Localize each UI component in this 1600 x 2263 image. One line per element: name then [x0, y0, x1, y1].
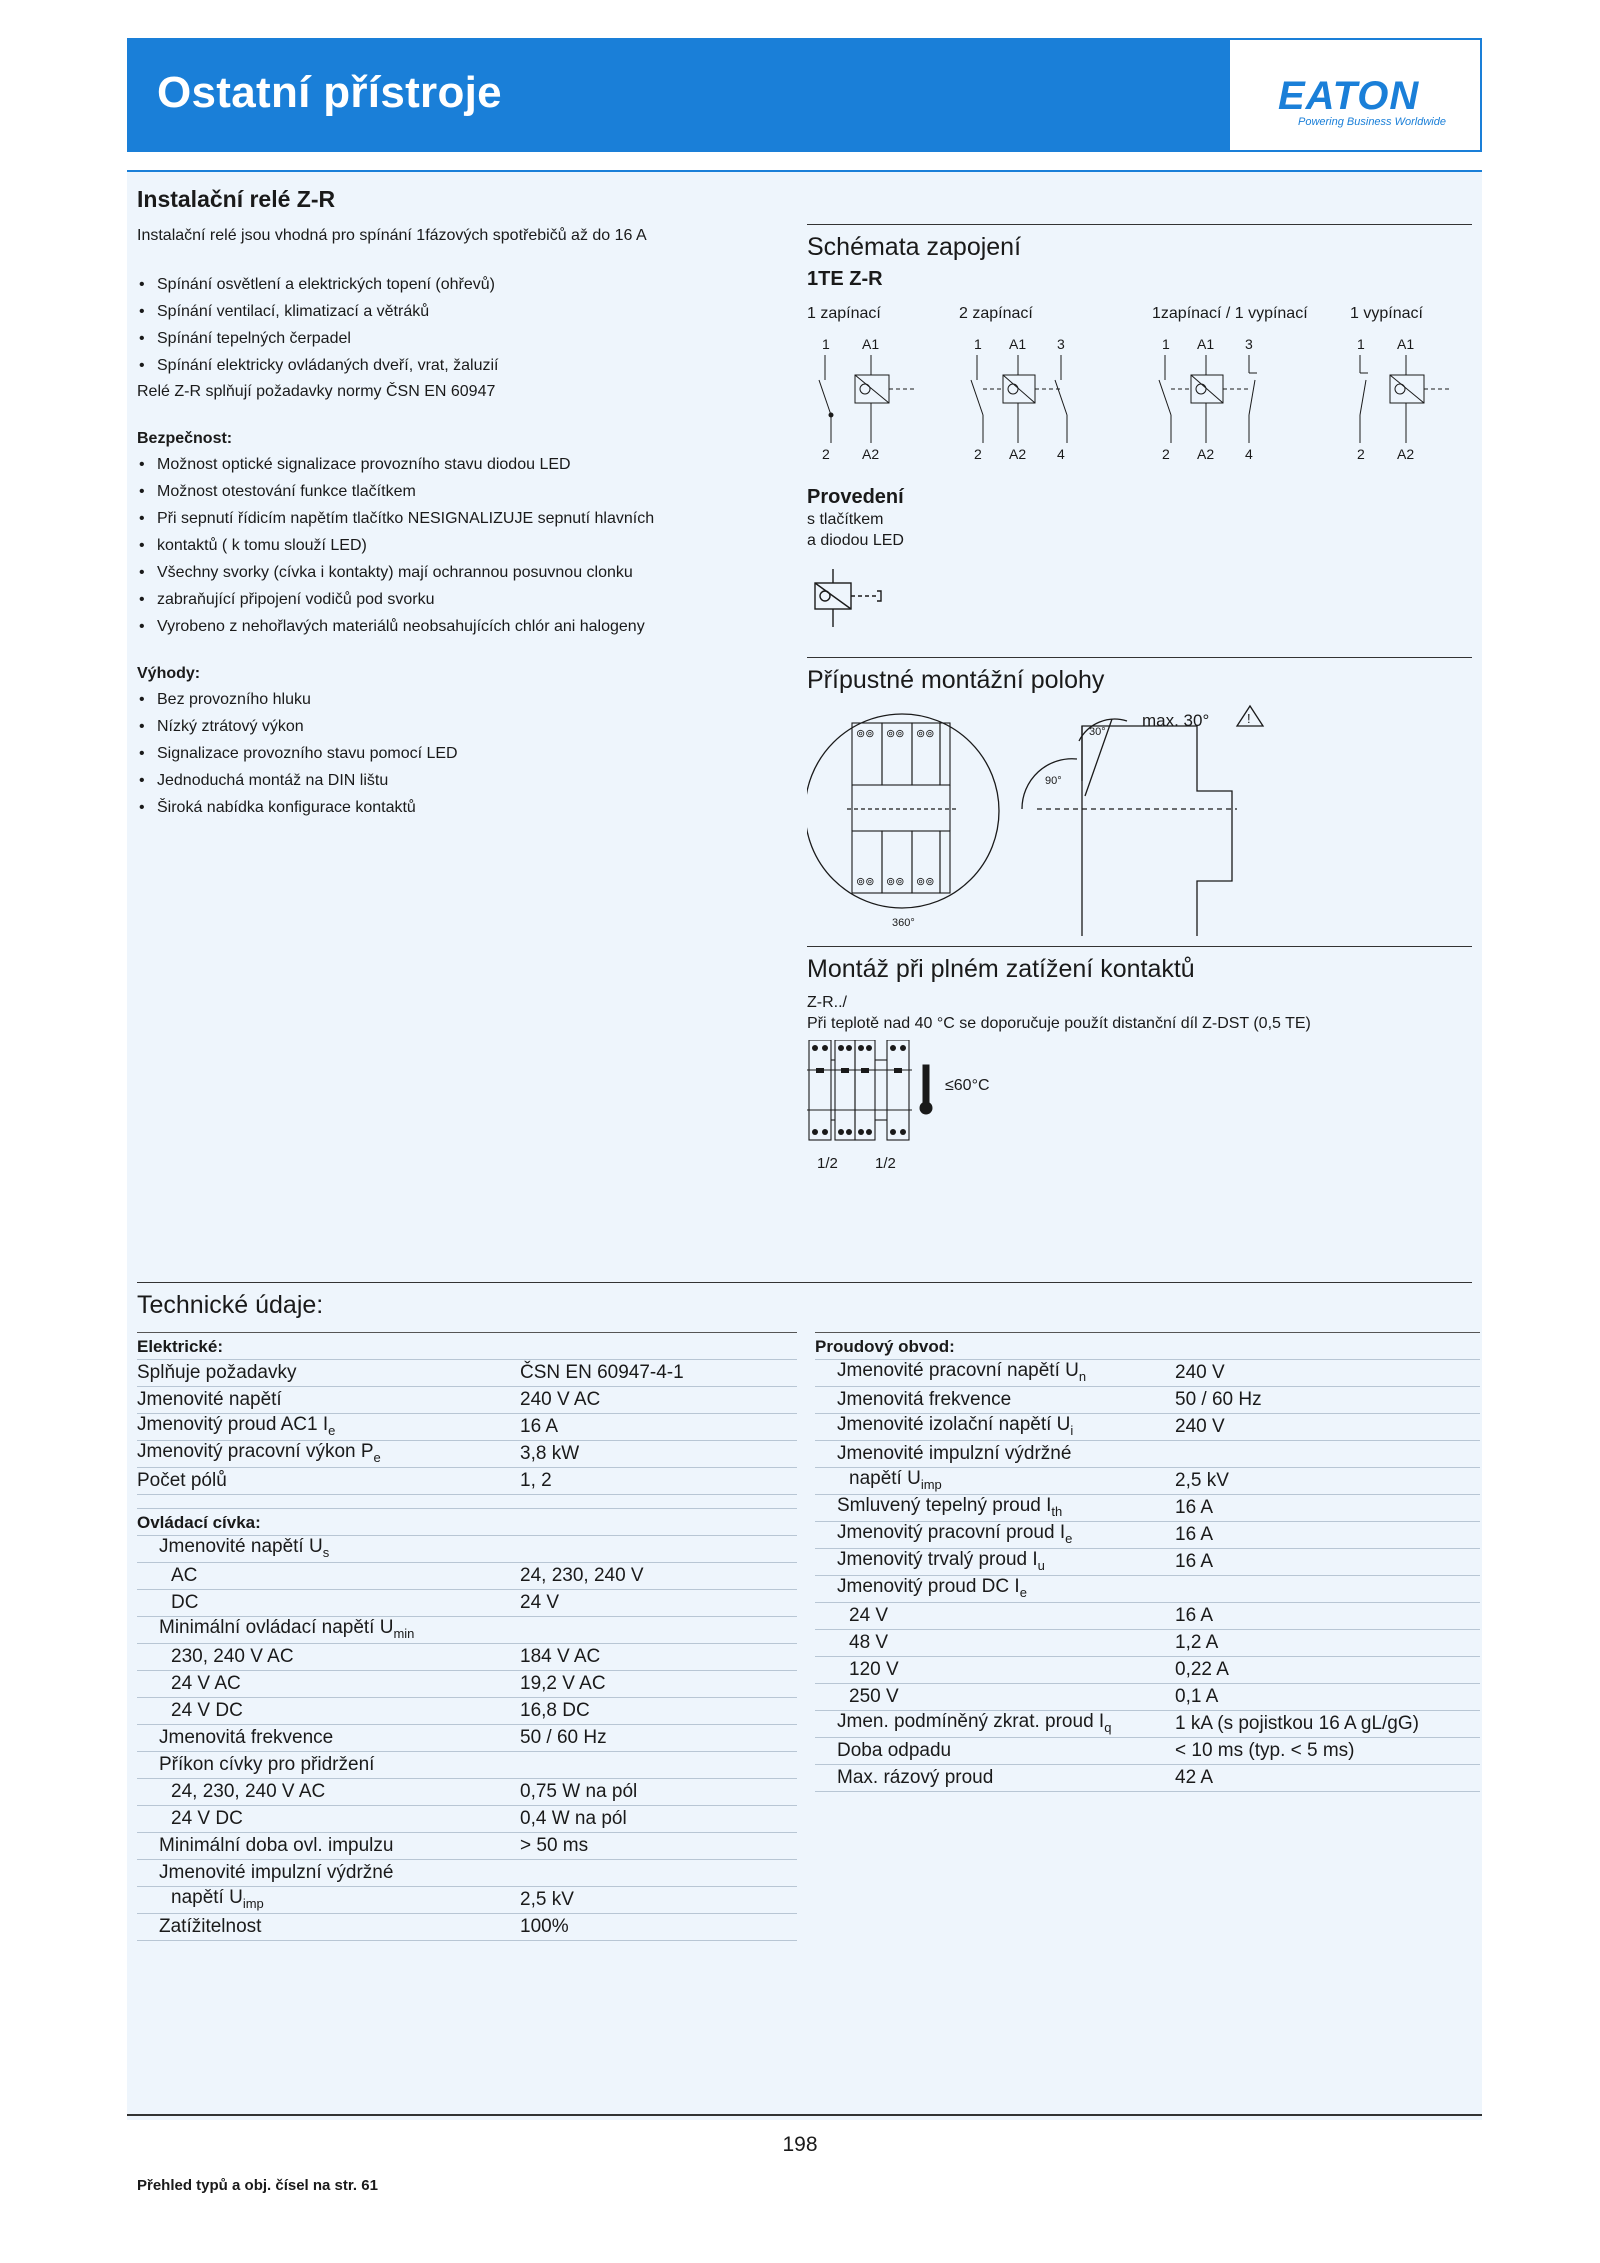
list-item: • Při sepnutí řídicím napětím tlačítko NESIGNALIZUJE sepnutí hlavních — [137, 505, 797, 532]
page-title: Ostatní přístroje — [157, 68, 502, 117]
norm-text: Relé Z-R splňují požadavky normy ČSN EN 60947 — [137, 383, 496, 400]
list-item: • Široká nabídka konfigurace kontaktů — [137, 794, 797, 821]
row-key: Počet pólů — [137, 1470, 227, 1491]
fullload-model: Z-R../ — [807, 994, 847, 1011]
svg-text:⊚⊚: ⊚⊚ — [916, 728, 935, 740]
table-row — [815, 1576, 1480, 1603]
uses-list — [137, 271, 797, 379]
row-key: 24, 230, 240 V AC — [171, 1781, 326, 1802]
table-row — [815, 1414, 1480, 1441]
table-row — [137, 1617, 797, 1644]
row-value: 240 V — [1175, 1362, 1225, 1383]
row-value: 240 V AC — [520, 1389, 601, 1410]
table-row — [815, 1630, 1480, 1657]
svg-text:1: 1 — [1162, 336, 1170, 352]
row-key: Jmenovitý proud DC $I_e$ — [837, 1576, 1027, 1600]
fullload-diagram — [807, 1040, 1107, 1175]
svg-text:2: 2 — [1162, 446, 1170, 460]
row-key: Jmenovitá frekvence — [159, 1727, 334, 1748]
diagram-2-no — [971, 336, 1067, 460]
table-row — [137, 1887, 797, 1914]
row-value: 1, 2 — [520, 1470, 552, 1491]
svg-text:1/2: 1/2 — [875, 1155, 896, 1172]
eaton-logo — [1230, 40, 1480, 150]
svg-text:1: 1 — [1357, 336, 1365, 352]
table-row — [137, 1860, 797, 1887]
table-row — [137, 1806, 797, 1833]
row-value: 0,1 A — [1175, 1686, 1219, 1707]
row-key: Jmenovitá frekvence — [837, 1389, 1012, 1410]
table-row — [815, 1711, 1480, 1738]
svg-text:A2: A2 — [862, 446, 880, 460]
row-value: 24, 230, 240 V — [520, 1565, 644, 1586]
row-value: 1 kA (s pojistkou 16 A gL/gG) — [1175, 1713, 1419, 1734]
list-item: • Nízký ztrátový výkon — [137, 713, 797, 740]
svg-text:4: 4 — [1245, 446, 1253, 460]
row-value: 3,8 kW — [520, 1443, 580, 1464]
row-key: 120 V — [849, 1659, 899, 1680]
list-item: • Spínání elektricky ovládaných dveří, vrat, žaluzií — [137, 352, 797, 379]
row-key: Jmenovité pracovní napětí $U_n$ — [837, 1360, 1087, 1384]
svg-text:2: 2 — [974, 446, 982, 460]
svg-text:3: 3 — [1245, 336, 1253, 352]
mounting-diagram — [807, 701, 1472, 936]
svg-text:4: 4 — [1057, 446, 1065, 460]
row-value: 50 / 60 Hz — [1175, 1389, 1262, 1410]
svg-text:A1: A1 — [1009, 336, 1027, 352]
row-value: 0,75 W na pól — [520, 1781, 638, 1802]
schema-label: 1 vypínací — [1350, 305, 1423, 322]
row-value: 184 V AC — [520, 1646, 601, 1667]
list-item: • Možnost otestování funkce tlačítkem — [137, 478, 797, 505]
row-key: Jmenovité impulzní výdržné — [837, 1443, 1072, 1464]
table-row — [815, 1549, 1480, 1576]
provedeni-line: s tlačítkem — [807, 511, 884, 528]
row-value: < 10 ms (typ. < 5 ms) — [1175, 1740, 1355, 1761]
row-key: Jmenovité napětí $U_s$ — [159, 1536, 330, 1560]
safety-label: Bezpečnost: — [137, 430, 233, 447]
svg-text:A2: A2 — [1009, 446, 1027, 460]
table-row — [137, 1914, 797, 1941]
section-title: Instalační relé Z-R — [137, 186, 336, 212]
table-row — [137, 1590, 797, 1617]
row-key: Jmenovité izolační napětí $U_i$ — [837, 1414, 1074, 1438]
svg-text:1: 1 — [974, 336, 982, 352]
table-row — [815, 1657, 1480, 1684]
table-row — [815, 1468, 1480, 1495]
row-key: Jmenovitý trvalý proud $I_u$ — [837, 1549, 1045, 1573]
table-row — [137, 1833, 797, 1860]
electrical-header: Elektrické: — [137, 1333, 797, 1360]
table-row — [815, 1765, 1480, 1792]
row-value: 16 A — [1175, 1524, 1214, 1545]
svg-text:2: 2 — [1357, 446, 1365, 460]
advantages-list — [137, 686, 797, 821]
row-key: 24 V — [849, 1605, 889, 1626]
svg-text:A1: A1 — [1197, 336, 1215, 352]
list-item: • Spínání osvětlení a elektrických topení (ohřevů) — [137, 271, 797, 298]
safety-list — [137, 451, 797, 640]
svg-text:!: ! — [1247, 711, 1251, 726]
row-value: 0,22 A — [1175, 1659, 1229, 1680]
row-value: 24 V — [520, 1592, 560, 1613]
row-value: 0,4 W na pól — [520, 1808, 627, 1829]
row-key: Jmenovité napětí — [137, 1389, 282, 1410]
svg-text:90°: 90° — [1045, 775, 1062, 787]
row-key: 48 V — [849, 1632, 889, 1653]
row-key: napětí $U_{imp}$ — [849, 1468, 942, 1492]
table-row — [137, 1725, 797, 1752]
provedeni-line: a diodou LED — [807, 532, 904, 549]
table-row — [137, 1387, 797, 1414]
list-item: • Spínání ventilací, klimatizací a větráků — [137, 298, 797, 325]
left-column — [137, 180, 797, 821]
intro-text: Instalační relé jsou vhodná pro spínání 1fázových spotřebičů až do 16 A — [137, 227, 647, 244]
row-value: 16 A — [1175, 1605, 1214, 1626]
row-value: 240 V — [1175, 1416, 1225, 1437]
row-key: Jmenovitý pracovní výkon $P_e$ — [137, 1441, 381, 1465]
svg-text:A1: A1 — [862, 336, 880, 352]
svg-text:3: 3 — [1057, 336, 1065, 352]
svg-text:≤60°C: ≤60°C — [945, 1077, 990, 1094]
table-row — [815, 1738, 1480, 1765]
row-key: Smluvený tepelný proud $I_{th}$ — [837, 1495, 1063, 1519]
bottom-rule — [127, 2114, 1482, 2116]
advantages-label: Výhody: — [137, 665, 201, 682]
schema-subtitle: 1TE Z-R — [807, 268, 883, 290]
table-row — [137, 1563, 797, 1590]
schema-label: 1zapínací / 1 vypínací — [1152, 305, 1308, 322]
svg-text:1/2: 1/2 — [817, 1155, 838, 1172]
coil-header: Ovládací cívka: — [137, 1509, 797, 1536]
header-bar — [127, 38, 1482, 152]
table-row — [815, 1360, 1480, 1387]
right-column — [807, 224, 1472, 1175]
row-value: 19,2 V AC — [520, 1673, 606, 1694]
schema-title: Schémata zapojení — [807, 233, 1022, 261]
schema-labels — [807, 305, 1472, 333]
table-row — [815, 1387, 1480, 1414]
tech-left-table — [137, 1332, 797, 1941]
mounting-title: Přípustné montážní polohy — [807, 666, 1105, 694]
row-key: Doba odpadu — [837, 1740, 952, 1761]
svg-text:⊚⊚: ⊚⊚ — [886, 876, 905, 888]
technical-data — [137, 1282, 1472, 1937]
table-row — [137, 1536, 797, 1563]
row-value: 2,5 kV — [1175, 1470, 1229, 1491]
svg-text:30°: 30° — [1089, 726, 1106, 738]
table-row — [137, 1360, 797, 1387]
schema-label: 2 zapínací — [959, 305, 1033, 322]
table-row — [815, 1522, 1480, 1549]
row-key: Zatížitelnost — [159, 1916, 262, 1937]
row-key: 24 V AC — [171, 1673, 241, 1694]
row-key: AC — [171, 1565, 198, 1586]
row-value: > 50 ms — [520, 1835, 589, 1856]
footnote: Přehled typů a obj. čísel na str. 61 — [137, 2177, 378, 2194]
logo-wordmark: EATON — [1278, 74, 1420, 118]
table-row — [137, 1698, 797, 1725]
list-item: • Vyrobeno z nehořlavých materiálů neobsahujících chlór ani halogeny — [137, 613, 797, 640]
logo-tagline: Powering Business Worldwide — [1298, 116, 1446, 128]
table-row — [137, 1468, 797, 1495]
row-value: 2,5 kV — [520, 1889, 574, 1910]
row-value: 1,2 A — [1175, 1632, 1219, 1653]
svg-text:max. 30°: max. 30° — [1142, 711, 1210, 730]
row-key: Jmen. podmíněný zkrat. proud $I_q$ — [837, 1711, 1112, 1735]
svg-text:360°: 360° — [892, 917, 915, 929]
row-key: Max. rázový proud — [837, 1767, 994, 1788]
row-key: 250 V — [849, 1686, 899, 1707]
row-value: 42 A — [1175, 1767, 1214, 1788]
row-value: 50 / 60 Hz — [520, 1727, 607, 1748]
row-key: Minimální doba ovl. impulzu — [159, 1835, 394, 1856]
diagram-3-no-nc — [1159, 336, 1257, 460]
row-value: 16 A — [1175, 1551, 1214, 1572]
provedeni-title: Provedení — [807, 486, 904, 508]
svg-text:A1: A1 — [1397, 336, 1415, 352]
row-key: Minimální ovládací napětí $U_{min}$ — [159, 1617, 415, 1641]
svg-text:⊚⊚: ⊚⊚ — [886, 728, 905, 740]
table-row — [137, 1644, 797, 1671]
table-row — [137, 1414, 797, 1441]
table-row — [137, 1671, 797, 1698]
current-header: Proudový obvod: — [815, 1333, 1480, 1360]
table-row — [815, 1684, 1480, 1711]
row-value: 100% — [520, 1916, 569, 1937]
row-key: 24 V DC — [171, 1808, 243, 1829]
list-item-continuation: • kontaktů ( k tomu slouží LED) — [137, 532, 797, 559]
table-row — [815, 1441, 1480, 1468]
row-value: 16,8 DC — [520, 1700, 590, 1721]
row-key: napětí $U_{imp}$ — [171, 1887, 264, 1911]
row-key: Splňuje požadavky — [137, 1362, 297, 1383]
row-key: Jmenovitý proud AC1 $I_e$ — [137, 1414, 336, 1438]
table-row — [137, 1752, 797, 1779]
coil-symbol — [807, 569, 927, 639]
diagram-4-nc — [1357, 336, 1452, 460]
list-item: • Jednoduchá montáž na DIN lištu — [137, 767, 797, 794]
table-row — [137, 1779, 797, 1806]
row-value: ČSN EN 60947-4-1 — [520, 1362, 684, 1383]
row-key: Jmenovitý pracovní proud $I_e$ — [837, 1522, 1073, 1546]
svg-text:⊚⊚: ⊚⊚ — [916, 876, 935, 888]
row-key: Jmenovité impulzní výdržné — [159, 1862, 394, 1883]
row-value: 16 A — [1175, 1497, 1214, 1518]
row-value: 16 A — [520, 1416, 559, 1437]
tech-right-table — [815, 1332, 1480, 1792]
page-number: 198 — [782, 2133, 818, 2156]
table-row — [815, 1495, 1480, 1522]
list-item: • Signalizace provozního stavu pomocí LED — [137, 740, 797, 767]
tech-title: Technické údaje: — [137, 1291, 324, 1319]
table-row — [137, 1441, 797, 1468]
list-item: • Možnost optické signalizace provozního stavu diodou LED — [137, 451, 797, 478]
table-row — [815, 1603, 1480, 1630]
svg-text:2: 2 — [822, 446, 830, 460]
diagram-1-no — [819, 336, 917, 460]
schema-label: 1 zapínací — [807, 305, 881, 322]
list-item: • Spínání tepelných čerpadel — [137, 325, 797, 352]
row-key: Příkon cívky pro přidržení — [159, 1754, 375, 1775]
wiring-diagrams — [807, 335, 1472, 460]
row-key: DC — [171, 1592, 199, 1613]
svg-text:1: 1 — [822, 336, 830, 352]
svg-text:⊚⊚: ⊚⊚ — [856, 876, 875, 888]
fullload-title: Montáž při plném zatížení kontaktů — [807, 955, 1195, 983]
row-key: 24 V DC — [171, 1700, 243, 1721]
list-item: • Bez provozního hluku — [137, 686, 797, 713]
svg-text:⊚⊚: ⊚⊚ — [856, 728, 875, 740]
svg-text:A2: A2 — [1197, 446, 1215, 460]
list-item-continuation: • zabraňující připojení vodičů pod svorku — [137, 586, 797, 613]
list-item: • Všechny svorky (cívka i kontakty) mají ochrannou posuvnou clonku — [137, 559, 797, 586]
row-key: 230, 240 V AC — [171, 1646, 294, 1667]
svg-text:A2: A2 — [1397, 446, 1415, 460]
fullload-note: Při teplotě nad 40 °C se doporučuje použít distanční díl Z-DST (0,5 TE) — [807, 1015, 1311, 1032]
